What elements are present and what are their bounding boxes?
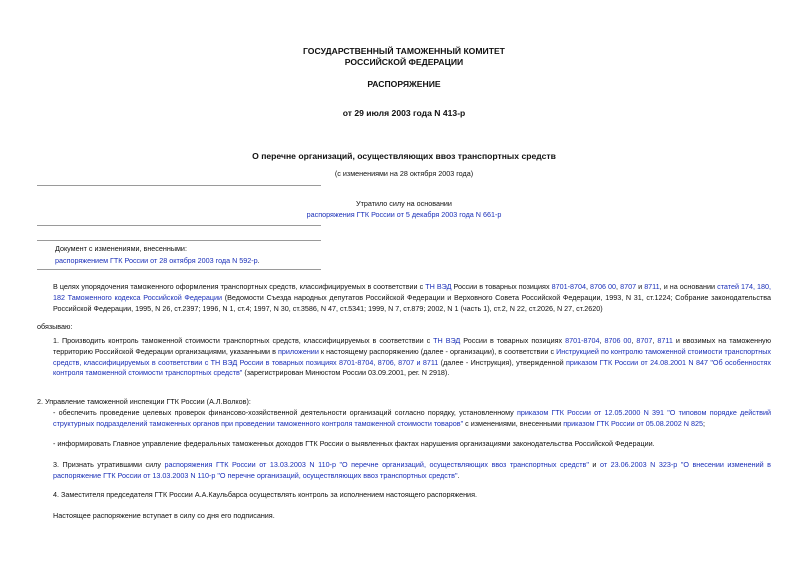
link-heading[interactable]: 8706 00 [604, 336, 632, 345]
clause-2-heading: 2. Управление таможенной инспекции ГТК России (А.Л.Волков): [37, 397, 251, 406]
clause-2-item-b: - информировать Главное управление федеральных таможенных доходов ГТК России о выявленных фактах нарушения организациями законодательства Российской Федерации. [53, 439, 655, 448]
document-date-number: от 29 июля 2003 года N 413-р [342, 108, 466, 118]
link-heading[interactable]: 8701-8704 [565, 336, 600, 345]
divider [37, 225, 321, 226]
text: и ввозимых на таможенную территорию Российской Федерации организациями, указанными в [53, 336, 772, 356]
link-heading[interactable]: 8711 [657, 336, 673, 345]
text: ; [702, 418, 705, 428]
text: , [599, 336, 605, 345]
text: России в товарных позициях [460, 336, 566, 345]
clause-2-item-a [37, 408, 771, 430]
void-notice [254, 199, 554, 221]
text: , [585, 282, 590, 291]
link-order-323[interactable]: от 23.06.2003 N 323-р "О внесении изменений в распоряжение ГТК России от 13.03.2003 N 110-р "О перечне организаций, осуществляющих ввоз транспортных средств" [53, 460, 771, 480]
link-tnved[interactable]: ТН ВЭД [425, 282, 452, 291]
text: и [588, 460, 600, 469]
amendments-block [55, 244, 455, 267]
void-notice-text: Утратило силу на основании [356, 199, 452, 208]
link-tnved[interactable]: ТН ВЭД [433, 336, 461, 345]
void-notice-link[interactable]: распоряжения ГТК России от 5 декабря 2003 года N 661-р [306, 209, 502, 219]
clause-1 [37, 336, 771, 379]
link-order-391[interactable]: приказом ГТК России от 12.05.2000 N 391 "О типовом порядке действий структурных подразделений таможенных органов при проведении таможенного контроля таможенной стоимости товаров" [53, 408, 771, 428]
text: - обеспечить проведение целевых проверок финансово-хозяйственной деятельности организаций согласно порядку, установленному [53, 408, 517, 417]
text: с изменениями, внесенными [463, 418, 564, 428]
document-title: О перечне организаций, осуществляющих ввоз транспортных средств [252, 151, 556, 161]
amendment-link[interactable]: распоряжением ГТК России от 28 октября 2003 года N 592-р [55, 255, 258, 265]
preamble-paragraph [37, 282, 771, 314]
text: (далее - Инструкция), утвержденной [438, 357, 567, 367]
document-type: РАСПОРЯЖЕНИЕ [367, 79, 441, 89]
issuer-line-1: ГОСУДАРСТВЕННЫЙ ТАМОЖЕННЫЙ КОМИТЕТ [303, 46, 505, 56]
text: , [616, 282, 621, 291]
clause-4: 4. Заместителя председателя ГТК России А.А.Каульбарса осуществлять контроль за исполнением настоящего распоряжения. [53, 490, 477, 499]
link-heading[interactable]: 8707 [636, 336, 653, 345]
divider [37, 269, 321, 270]
link-customs-code[interactable]: статей 174, 180, 182 Таможенного кодекса Российской Федерации [53, 282, 772, 302]
divider [37, 185, 321, 186]
text: В целях упорядочения таможенного оформления транспортных средств, классифицируемых в соответствии с [53, 282, 426, 291]
link-order-825[interactable]: приказом ГТК России от 05.08.2002 N 825 [563, 418, 703, 428]
text: 1. Производить контроль таможенной стоимости транспортных средств, классифицируемых в соответствии с [53, 336, 434, 345]
clause-3 [37, 460, 771, 482]
text: (зарегистрирован Минюстом России 03.09.2001, рег. N 2918). [242, 368, 450, 378]
link-heading[interactable]: 8706 00 [590, 282, 617, 291]
link-heading[interactable]: 8701-8704 [551, 282, 586, 291]
text: , и на основании [659, 282, 718, 291]
text: . [457, 470, 460, 480]
changes-note: (с изменениями на 28 октября 2003 года) [334, 169, 474, 178]
text: , [631, 336, 637, 345]
text: (Ведомости Съезда народных депутатов Российской Федерации и Верховного Совета Российской Федерации, 1993, N 31, ст.1224; Собрание законодательства Российской Федерации, 1995, N 26, ст.2397; 1996, N 1, ст.4; 1997, N 30, ст.3586, N 47, ст.5341; 1999, N 7, ст.879; 2002, N 1 (часть 1), ст.2, N 22, ст.2026, N 27, ст.2620) [53, 292, 771, 313]
link-order-847[interactable]: приказом ГТК России от 24.08.2001 N 847 "Об особенностях контроля таможенной стоимости транспортных средств" [53, 357, 772, 378]
link-heading[interactable]: 8711 [644, 282, 660, 291]
obliges-label: обязываю: [37, 322, 73, 331]
link-appendix[interactable]: приложении [277, 346, 319, 356]
text: 3. Признать утратившими силу [53, 460, 165, 469]
issuer-name [254, 46, 554, 68]
divider [37, 240, 321, 241]
text: и [636, 282, 645, 291]
link-order-110[interactable]: распоряжения ГТК России от 13.03.2003 N 110-р "О перечне организаций, осуществляющих ввоз транспортных средств" [164, 460, 589, 469]
amendment-tail: . [257, 255, 260, 265]
issuer-line-2: РОССИЙСКОЙ ФЕДЕРАЦИИ [344, 57, 464, 67]
text: к настоящему распоряжению (далее - организации), в соответствии с [318, 346, 557, 356]
amendments-label: Документ с изменениями, внесенными: [55, 244, 187, 253]
text: России в товарных позициях [451, 282, 552, 291]
link-instruction[interactable]: Инструкцией по контролю таможенной стоимости транспортных средств, классифицируемых в соответствии с ТН ВЭД России в товарных позициях 8701-8704, 8706, 8707 и 8711 [53, 346, 771, 367]
text: , [652, 336, 658, 345]
link-heading[interactable]: 8707 [620, 282, 637, 291]
effective-date-note: Настоящее распоряжение вступает в силу со дня его подписания. [53, 511, 275, 520]
